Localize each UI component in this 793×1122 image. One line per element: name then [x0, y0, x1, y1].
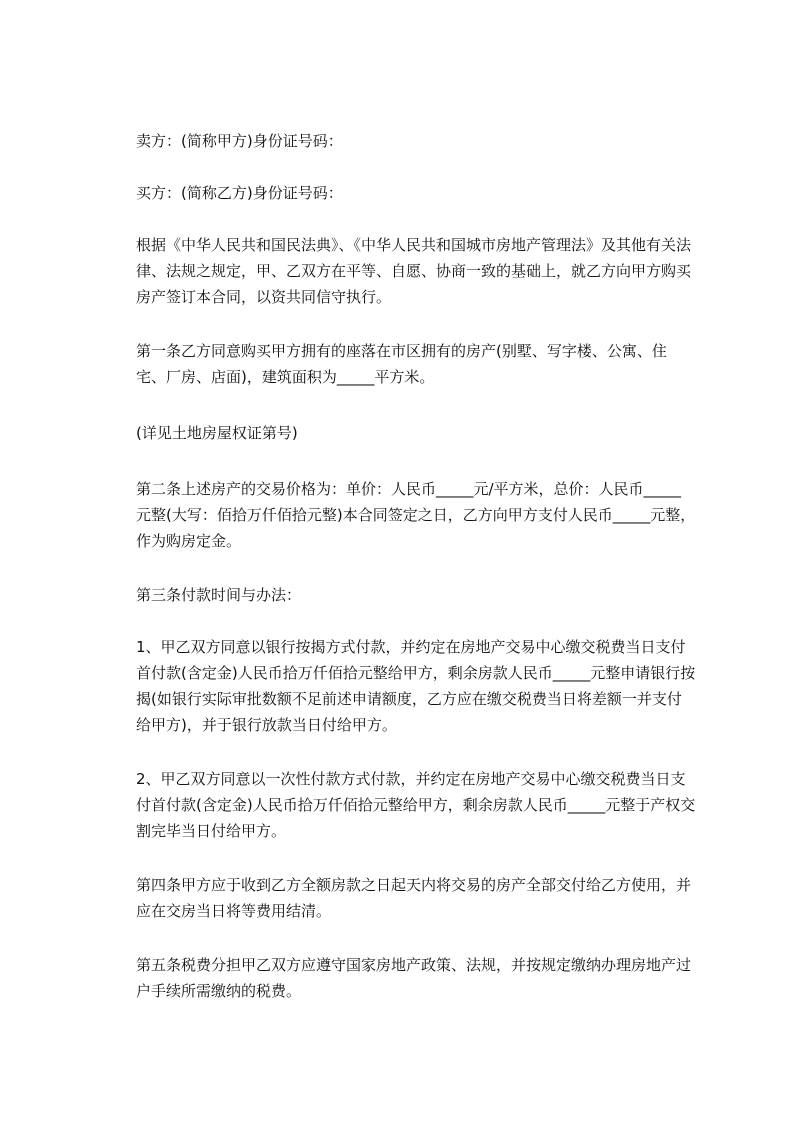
article-1-paragraph: 第一条乙方同意购买甲方拥有的座落在市区拥有的房产(别墅、写字楼、公寓、住宅、厂房、店面)，建筑面积为_____平方米。 — [136, 342, 667, 386]
payment-option-2: 2、甲乙双方同意以一次性付款方式付款，并约定在房地产交易中心缴交税费当日支付首付款(含定金)人民币拾万仟佰拾元整给甲方，剩余房款人民币_____元整于产权交割完毕当日付给甲方。 — [136, 770, 696, 840]
certificate-note: (详见土地房屋权证第号) — [136, 424, 298, 442]
payment-option-1: 1、甲乙双方同意以银行按揭方式付款，并约定在房地产交易中心缴交税费当日支付首付款(含定金)人民币拾万仟佰拾元整给甲方，剩余房款人民币_____元整申请银行按揭(如银行实际审批数额不足前述申请额度，乙方应在缴交税费当日将差额一并支付给甲方)，并于银行放款当日付给甲方。 — [136, 638, 696, 734]
preamble-paragraph: 根据《中华人民共和国民法典》、《中华人民共和国城市房地产管理法》及其他有关法律、法规之规定，甲、乙双方在平等、自愿、协商一致的基础上，就乙方向甲方购买房产签订本合同，以资共同信守执行。 — [136, 236, 692, 306]
article-4-paragraph: 第四条甲方应于收到乙方全额房款之日起天内将交易的房产全部交付给乙方使用，并应在交房当日将等费用结清。 — [136, 876, 692, 920]
buyer-line: 买方：(简称乙方)身份证号码： — [136, 184, 343, 202]
article-3-heading: 第三条付款时间与办法： — [136, 586, 302, 604]
article-2-paragraph: 第二条上述房产的交易价格为：单价：人民币_____元/平方米，总价：人民币_____元整(大写：佰拾万仟佰拾元整)本合同签定之日，乙方向甲方支付人民币_____元整，作为购房定金。 — [136, 480, 696, 550]
seller-line: 卖方：(简称甲方)身份证号码： — [136, 132, 343, 150]
article-5-paragraph: 第五条税费分担甲乙双方应遵守国家房地产政策、法规，并按规定缴纳办理房地产过户手续所需缴纳的税费。 — [136, 956, 692, 1000]
